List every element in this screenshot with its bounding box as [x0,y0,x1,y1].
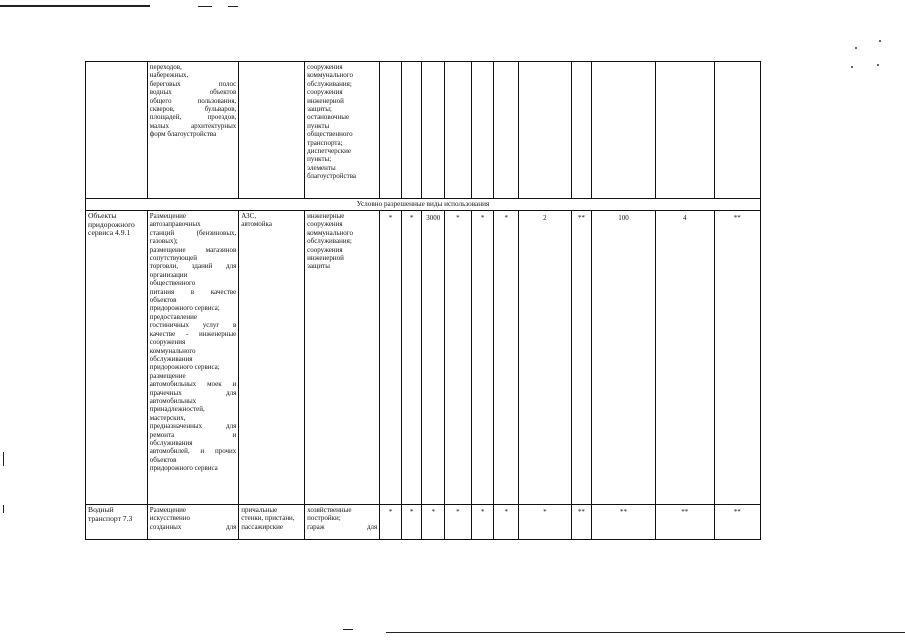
param-cell: ** [655,505,714,540]
text-line: сопутствующей [149,254,197,263]
param-cell: 100 [592,211,656,505]
text-line: сервиса 4.9.1 [88,228,131,238]
param-cell [422,62,445,199]
text-line: автомойка [241,220,272,229]
description-cell [147,62,239,199]
text-line: сооружения [307,63,343,71]
text-line: Размещение [149,212,187,220]
text-line: благоустройства [307,172,357,181]
param-cell [445,62,472,199]
text-line: форм благоустройства [149,130,217,139]
text-line: коммунального [307,228,353,237]
text-line: сооружения [307,88,343,97]
text-line: общего пользования, [149,96,237,105]
text-line: придорожного сервиса; [149,304,220,313]
bottom-scan-dash [343,629,353,630]
text-line: причальные [241,506,278,514]
section-heading: Условно разрешенные виды использования [86,199,761,211]
param-cell: * [422,505,445,540]
scan-dot [855,47,857,49]
text-line: объектов [149,455,177,464]
param-cell: 2 [519,211,571,505]
use-type-cell [86,505,148,540]
text-line: автозаправочных [149,220,201,229]
text-line: общественного [307,130,353,139]
text-line: инженерной [307,96,344,105]
text-line: набережных, [149,71,189,80]
bottom-scan-line [386,632,905,633]
scan-dot [879,40,881,42]
param-cell: * [494,211,519,505]
left-margin-mark-2 [3,505,4,513]
text-line: Размещение [149,506,187,514]
text-line: диспетчерские [307,147,351,156]
param-cell [655,62,714,199]
param-cell: * [445,505,472,540]
text-line: пункты [307,121,330,130]
param-cell [714,62,760,199]
related-cell [239,211,305,505]
auxiliary-cell [305,211,380,505]
text-line: малых архитектурных [149,121,237,130]
text-line: сооружения [307,220,343,229]
text-line: коммунального [307,71,353,80]
param-cell: * [380,505,402,540]
section-heading-row [86,199,761,211]
text-line: коммунального [149,346,196,355]
text-line: элементы [307,163,336,172]
text-line: транспорта; [307,138,343,147]
text-line: остановочные [307,113,350,122]
text-line: качестве - инженерные [149,329,237,338]
description-cell [147,505,239,540]
text-line: станций (бензиновых, [149,228,237,237]
text-line: мастерских, [149,413,186,422]
text-line: защиты [307,262,330,271]
top-scan-dash [198,6,212,7]
text-line: переходов, [149,63,182,71]
text-line: гостиничных услуг в [149,321,237,330]
text-line: обслуживания [149,438,193,447]
text-line: гараж для [307,522,378,531]
text-line: Объекты [88,211,117,220]
text-line: предоставление [149,312,198,321]
param-cell [471,62,494,199]
param-cell [380,62,402,199]
text-line: хозяйственные [307,506,352,514]
text-line: придорожного сервиса [149,464,218,473]
text-line: прачечных для [149,388,237,397]
scan-dot [877,64,879,66]
auxiliary-cell [305,505,380,540]
use-type-cell [86,211,148,505]
text-line: постройки; [307,514,341,523]
param-cell: ** [714,505,760,540]
param-cell: * [471,211,494,505]
text-line: общественного [149,279,196,288]
text-line: газовых); [149,237,178,246]
text-line: транспорт 7.3 [88,513,133,523]
text-line: Водный [88,505,114,514]
text-line: инженерной [307,254,344,263]
param-cell: ** [571,211,592,505]
param-cell [401,62,422,199]
related-cell [239,62,305,199]
related-cell [239,505,305,540]
description-cell [147,211,239,505]
text-line: обслуживания; [307,79,352,88]
text-line: АЗС, [241,212,257,220]
param-cell [519,62,571,199]
text-line: придорожного сервиса; [149,363,220,372]
param-cell: * [380,211,402,505]
left-margin-mark [3,452,4,466]
param-cell: * [445,211,472,505]
text-line: площадей, проездов, [149,113,237,122]
param-cell [494,62,519,199]
text-line: созданных для [149,522,237,531]
text-line: искусственно [149,514,191,523]
text-line: обслуживания; [307,237,352,246]
param-cell: * [519,505,571,540]
text-line: принадлежностей, [149,405,205,414]
text-line: водных объектов [149,88,237,97]
param-cell: ** [714,211,760,505]
param-cell: 4 [655,211,714,505]
param-cell: ** [592,505,656,540]
text-line: пункты; [307,155,332,164]
text-line: размещение магазинов [149,245,237,254]
text-line: автомобильных моек и [149,380,237,389]
text-line: обслуживания [149,354,193,363]
auxiliary-cell [305,62,380,199]
text-line: торговли, зданий для [149,262,237,271]
text-line: автомобилей, и прочих [149,447,237,456]
text-line: береговых полос [149,79,237,88]
table-row [86,62,761,199]
param-cell [592,62,656,199]
param-cell: ** [571,505,592,540]
text-line: автомобильных [149,396,197,405]
text-line: ремонта и [149,430,237,439]
param-cell: * [401,505,422,540]
param-cell: * [401,211,422,505]
land-use-regulations-table [85,61,761,540]
param-cell: * [494,505,519,540]
param-cell [571,62,592,199]
use-type-cell [86,62,148,199]
text-line: придорожного [88,219,135,229]
text-line: предназначенных для [149,422,237,431]
table-row [86,505,761,540]
text-line: сооружения [149,338,186,347]
text-line: пассажирские [241,522,283,531]
text-line: размещение [149,371,186,380]
text-line: скверов, бульваров, [149,105,237,114]
text-line: сооружения [307,245,343,254]
param-cell: 3000 [422,211,445,505]
text-line: объектов [149,296,177,305]
scan-dot [851,66,853,68]
param-cell: * [471,505,494,540]
text-line: питания в качестве [149,287,237,296]
top-scan-dash-2 [228,6,238,7]
text-line: стенки, пристани, [241,514,295,523]
text-line: организации [149,270,188,279]
text-line: защиты; [307,105,332,114]
top-scan-line [0,5,150,7]
table-row [86,211,761,505]
text-line: инженерные [307,212,345,220]
